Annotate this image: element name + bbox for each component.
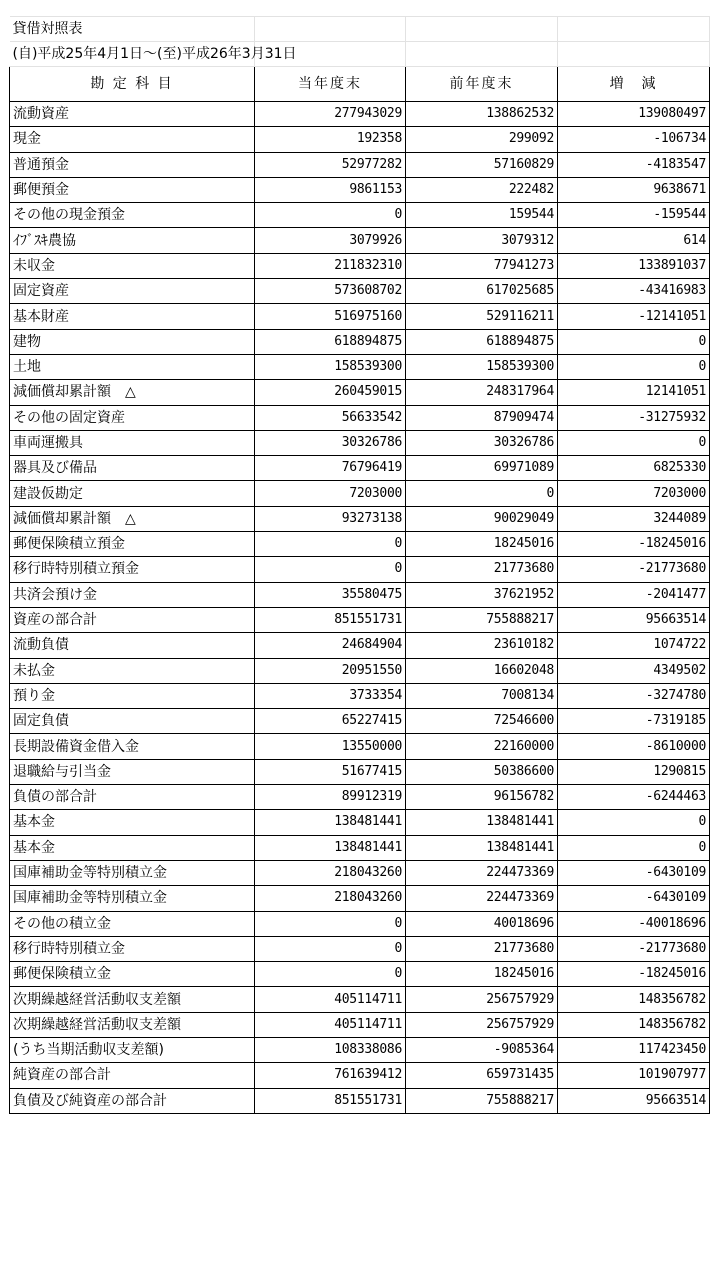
previous-year-cell[interactable]: 96156782	[406, 785, 558, 810]
empty-cell[interactable]	[255, 17, 406, 42]
current-year-cell[interactable]: 277943029	[255, 102, 406, 127]
table-row	[10, 430, 710, 455]
account-cell[interactable]: 流動負債	[10, 633, 255, 658]
account-cell[interactable]: その他の固定資産	[10, 405, 255, 430]
table-row	[10, 405, 710, 430]
difference-cell[interactable]: -21773680	[558, 557, 710, 582]
current-year-cell[interactable]: 851551731	[255, 607, 406, 632]
header-current-year[interactable]: 当年度末	[255, 67, 406, 102]
balance-sheet-table	[9, 16, 710, 1114]
difference-cell[interactable]: -2041477	[558, 582, 710, 607]
difference-cell[interactable]: 0	[558, 430, 710, 455]
difference-cell[interactable]: 4349502	[558, 658, 710, 683]
previous-year-cell[interactable]: 222482	[406, 177, 558, 202]
current-year-cell[interactable]: 13550000	[255, 734, 406, 759]
table-row	[10, 380, 710, 405]
difference-cell[interactable]: -6430109	[558, 860, 710, 885]
account-cell[interactable]: 土地	[10, 354, 255, 379]
account-cell[interactable]: 郵便保険積立金	[10, 962, 255, 987]
table-row	[10, 810, 710, 835]
current-year-cell[interactable]: 108338086	[255, 1037, 406, 1062]
current-year-cell[interactable]: 3733354	[255, 683, 406, 708]
difference-cell[interactable]: -31275932	[558, 405, 710, 430]
current-year-cell[interactable]: 618894875	[255, 329, 406, 354]
table-row	[10, 481, 710, 506]
table-row	[10, 1012, 710, 1037]
difference-cell[interactable]: 101907977	[558, 1063, 710, 1088]
difference-cell[interactable]: 9638671	[558, 177, 710, 202]
empty-cell[interactable]	[558, 17, 710, 42]
table-row	[10, 658, 710, 683]
previous-year-cell[interactable]: 87909474	[406, 405, 558, 430]
previous-year-cell[interactable]: 50386600	[406, 759, 558, 784]
difference-cell[interactable]: -6430109	[558, 886, 710, 911]
account-cell[interactable]: 国庫補助金等特別積立金	[10, 860, 255, 885]
table-row	[10, 304, 710, 329]
table-row	[10, 102, 710, 127]
account-cell[interactable]: 長期設備資金借入金	[10, 734, 255, 759]
account-cell[interactable]: 移行時特別積立金	[10, 936, 255, 961]
current-year-cell[interactable]: 851551731	[255, 1088, 406, 1113]
account-cell[interactable]: 建物	[10, 329, 255, 354]
current-year-cell[interactable]: 573608702	[255, 279, 406, 304]
difference-cell[interactable]: 1074722	[558, 633, 710, 658]
previous-year-cell[interactable]: 256757929	[406, 987, 558, 1012]
previous-year-cell[interactable]: 659731435	[406, 1063, 558, 1088]
account-cell[interactable]: 現金	[10, 127, 255, 152]
previous-year-cell[interactable]: 21773680	[406, 557, 558, 582]
previous-year-cell[interactable]: 138481441	[406, 810, 558, 835]
difference-cell[interactable]: 139080497	[558, 102, 710, 127]
table-row	[10, 354, 710, 379]
difference-cell[interactable]: -8610000	[558, 734, 710, 759]
account-cell[interactable]: その他の積立金	[10, 911, 255, 936]
previous-year-cell[interactable]: 755888217	[406, 607, 558, 632]
current-year-cell[interactable]: 0	[255, 962, 406, 987]
previous-year-cell[interactable]: 0	[406, 481, 558, 506]
table-row	[10, 279, 710, 304]
header-previous-year[interactable]: 前年度末	[406, 67, 558, 102]
current-year-cell[interactable]: 516975160	[255, 304, 406, 329]
sheet-title[interactable]: 貸借対照表	[10, 17, 255, 42]
previous-year-cell[interactable]: 138481441	[406, 835, 558, 860]
account-cell[interactable]: ｲﾌﾞｽｷ農協	[10, 228, 255, 253]
previous-year-cell[interactable]: -9085364	[406, 1037, 558, 1062]
previous-year-cell[interactable]: 7008134	[406, 683, 558, 708]
difference-cell[interactable]: -18245016	[558, 962, 710, 987]
table-row	[10, 127, 710, 152]
difference-cell[interactable]: 0	[558, 835, 710, 860]
table-row	[10, 582, 710, 607]
previous-year-cell[interactable]: 21773680	[406, 936, 558, 961]
previous-year-cell[interactable]: 755888217	[406, 1088, 558, 1113]
empty-cell[interactable]	[406, 17, 558, 42]
account-cell[interactable]: 流動資産	[10, 102, 255, 127]
table-row	[10, 709, 710, 734]
table-row	[10, 911, 710, 936]
previous-year-cell[interactable]: 18245016	[406, 962, 558, 987]
current-year-cell[interactable]: 192358	[255, 127, 406, 152]
current-year-cell[interactable]: 0	[255, 936, 406, 961]
account-cell[interactable]: 普通預金	[10, 152, 255, 177]
table-row	[10, 835, 710, 860]
current-year-cell[interactable]: 7203000	[255, 481, 406, 506]
current-year-cell[interactable]: 65227415	[255, 709, 406, 734]
difference-cell[interactable]: 12141051	[558, 380, 710, 405]
table-row	[10, 177, 710, 202]
current-year-cell[interactable]: 0	[255, 203, 406, 228]
account-cell[interactable]: 純資産の部合計	[10, 1063, 255, 1088]
difference-cell[interactable]: 117423450	[558, 1037, 710, 1062]
account-cell[interactable]: 移行時特別積立預金	[10, 557, 255, 582]
difference-cell[interactable]: 7203000	[558, 481, 710, 506]
table-row	[10, 228, 710, 253]
difference-cell[interactable]: 3244089	[558, 506, 710, 531]
account-cell[interactable]: (うち当期活動収支差額)	[10, 1037, 255, 1062]
current-year-cell[interactable]: 260459015	[255, 380, 406, 405]
account-cell[interactable]: 建設仮勘定	[10, 481, 255, 506]
table-row	[10, 886, 710, 911]
account-cell[interactable]: 基本金	[10, 835, 255, 860]
difference-cell[interactable]: -21773680	[558, 936, 710, 961]
difference-cell[interactable]: 6825330	[558, 456, 710, 481]
table-row	[10, 1088, 710, 1113]
column-header-row	[10, 67, 710, 102]
table-row	[10, 936, 710, 961]
previous-year-cell[interactable]: 90029049	[406, 506, 558, 531]
account-cell[interactable]: 車両運搬具	[10, 430, 255, 455]
difference-cell[interactable]: -12141051	[558, 304, 710, 329]
table-row	[10, 152, 710, 177]
table-row	[10, 203, 710, 228]
current-year-cell[interactable]: 138481441	[255, 835, 406, 860]
previous-year-cell[interactable]: 16602048	[406, 658, 558, 683]
difference-cell[interactable]: -6244463	[558, 785, 710, 810]
table-row	[10, 633, 710, 658]
header-difference[interactable]: 増 減	[558, 67, 710, 102]
current-year-cell[interactable]: 138481441	[255, 810, 406, 835]
account-cell[interactable]: 固定負債	[10, 709, 255, 734]
current-year-cell[interactable]: 56633542	[255, 405, 406, 430]
current-year-cell[interactable]: 218043260	[255, 860, 406, 885]
table-row	[10, 506, 710, 531]
previous-year-cell[interactable]: 37621952	[406, 582, 558, 607]
previous-year-cell[interactable]: 617025685	[406, 279, 558, 304]
current-year-cell[interactable]: 0	[255, 911, 406, 936]
previous-year-cell[interactable]: 22160000	[406, 734, 558, 759]
current-year-cell[interactable]: 211832310	[255, 253, 406, 278]
account-cell[interactable]: 資産の部合計	[10, 607, 255, 632]
current-year-cell[interactable]: 93273138	[255, 506, 406, 531]
previous-year-cell[interactable]: 23610182	[406, 633, 558, 658]
title-row	[10, 17, 710, 42]
current-year-cell[interactable]: 9861153	[255, 177, 406, 202]
current-year-cell[interactable]: 218043260	[255, 886, 406, 911]
difference-cell[interactable]: -159544	[558, 203, 710, 228]
account-cell[interactable]: 郵便保険積立預金	[10, 532, 255, 557]
account-cell[interactable]: 次期繰越経営活動収支差額	[10, 987, 255, 1012]
difference-cell[interactable]: -4183547	[558, 152, 710, 177]
current-year-cell[interactable]: 52977282	[255, 152, 406, 177]
difference-cell[interactable]: 1290815	[558, 759, 710, 784]
table-row	[10, 329, 710, 354]
previous-year-cell[interactable]: 256757929	[406, 1012, 558, 1037]
account-cell[interactable]: 器具及び備品	[10, 456, 255, 481]
account-cell[interactable]: 国庫補助金等特別積立金	[10, 886, 255, 911]
difference-cell[interactable]: 0	[558, 329, 710, 354]
period-row	[10, 42, 710, 67]
table-row	[10, 734, 710, 759]
difference-cell[interactable]: 95663514	[558, 607, 710, 632]
difference-cell[interactable]: 148356782	[558, 987, 710, 1012]
current-year-cell[interactable]: 20951550	[255, 658, 406, 683]
empty-cell[interactable]	[406, 42, 558, 67]
table-row	[10, 607, 710, 632]
current-year-cell[interactable]: 30326786	[255, 430, 406, 455]
table-row	[10, 962, 710, 987]
difference-cell[interactable]: -40018696	[558, 911, 710, 936]
table-row	[10, 785, 710, 810]
account-cell[interactable]: 未収金	[10, 253, 255, 278]
current-year-cell[interactable]: 3079926	[255, 228, 406, 253]
difference-cell[interactable]: 614	[558, 228, 710, 253]
previous-year-cell[interactable]: 248317964	[406, 380, 558, 405]
current-year-cell[interactable]: 405114711	[255, 1012, 406, 1037]
current-year-cell[interactable]: 0	[255, 557, 406, 582]
account-cell[interactable]: 預り金	[10, 683, 255, 708]
account-cell[interactable]: 負債の部合計	[10, 785, 255, 810]
difference-cell[interactable]: -43416983	[558, 279, 710, 304]
previous-year-cell[interactable]: 72546600	[406, 709, 558, 734]
previous-year-cell[interactable]: 57160829	[406, 152, 558, 177]
difference-cell[interactable]: -7319185	[558, 709, 710, 734]
difference-cell[interactable]: 95663514	[558, 1088, 710, 1113]
current-year-cell[interactable]: 158539300	[255, 354, 406, 379]
previous-year-cell[interactable]: 18245016	[406, 532, 558, 557]
previous-year-cell[interactable]: 224473369	[406, 886, 558, 911]
current-year-cell[interactable]: 51677415	[255, 759, 406, 784]
header-account[interactable]: 勘 定 科 目	[10, 67, 255, 102]
table-row	[10, 532, 710, 557]
current-year-cell[interactable]: 89912319	[255, 785, 406, 810]
table-row	[10, 683, 710, 708]
current-year-cell[interactable]: 24684904	[255, 633, 406, 658]
account-cell[interactable]: 未払金	[10, 658, 255, 683]
previous-year-cell[interactable]: 224473369	[406, 860, 558, 885]
table-row	[10, 860, 710, 885]
account-cell[interactable]: 次期繰越経営活動収支差額	[10, 1012, 255, 1037]
current-year-cell[interactable]: 761639412	[255, 1063, 406, 1088]
account-cell[interactable]: 減価償却累計額 △	[10, 380, 255, 405]
previous-year-cell[interactable]: 299092	[406, 127, 558, 152]
difference-cell[interactable]: 133891037	[558, 253, 710, 278]
balance-sheet-spreadsheet	[9, 16, 709, 1114]
table-row	[10, 557, 710, 582]
table-row	[10, 253, 710, 278]
difference-cell[interactable]: 148356782	[558, 1012, 710, 1037]
period-label[interactable]: (自)平成25年4月1日～(至)平成26年3月31日	[10, 42, 255, 67]
current-year-cell[interactable]: 405114711	[255, 987, 406, 1012]
table-row	[10, 759, 710, 784]
difference-cell[interactable]: 0	[558, 810, 710, 835]
account-cell[interactable]: 負債及び純資産の部合計	[10, 1088, 255, 1113]
current-year-cell[interactable]: 0	[255, 532, 406, 557]
previous-year-cell[interactable]: 30326786	[406, 430, 558, 455]
previous-year-cell[interactable]: 138862532	[406, 102, 558, 127]
empty-cell[interactable]	[558, 42, 710, 67]
account-cell[interactable]: 退職給与引当金	[10, 759, 255, 784]
account-cell[interactable]: 減価償却累計額 △	[10, 506, 255, 531]
account-cell[interactable]: 基本金	[10, 810, 255, 835]
account-cell[interactable]: 固定資産	[10, 279, 255, 304]
previous-year-cell[interactable]: 159544	[406, 203, 558, 228]
difference-cell[interactable]: -106734	[558, 127, 710, 152]
account-cell[interactable]: その他の現金預金	[10, 203, 255, 228]
difference-cell[interactable]: -3274780	[558, 683, 710, 708]
difference-cell[interactable]: 0	[558, 354, 710, 379]
account-cell[interactable]: 基本財産	[10, 304, 255, 329]
table-row	[10, 456, 710, 481]
previous-year-cell[interactable]: 40018696	[406, 911, 558, 936]
previous-year-cell[interactable]: 529116211	[406, 304, 558, 329]
table-row	[10, 1037, 710, 1062]
table-row	[10, 1063, 710, 1088]
previous-year-cell[interactable]: 69971089	[406, 456, 558, 481]
previous-year-cell[interactable]: 158539300	[406, 354, 558, 379]
previous-year-cell[interactable]: 3079312	[406, 228, 558, 253]
current-year-cell[interactable]: 35580475	[255, 582, 406, 607]
account-cell[interactable]: 共済会預け金	[10, 582, 255, 607]
current-year-cell[interactable]: 76796419	[255, 456, 406, 481]
previous-year-cell[interactable]: 618894875	[406, 329, 558, 354]
difference-cell[interactable]: -18245016	[558, 532, 710, 557]
previous-year-cell[interactable]: 77941273	[406, 253, 558, 278]
table-row	[10, 987, 710, 1012]
account-cell[interactable]: 郵便預金	[10, 177, 255, 202]
